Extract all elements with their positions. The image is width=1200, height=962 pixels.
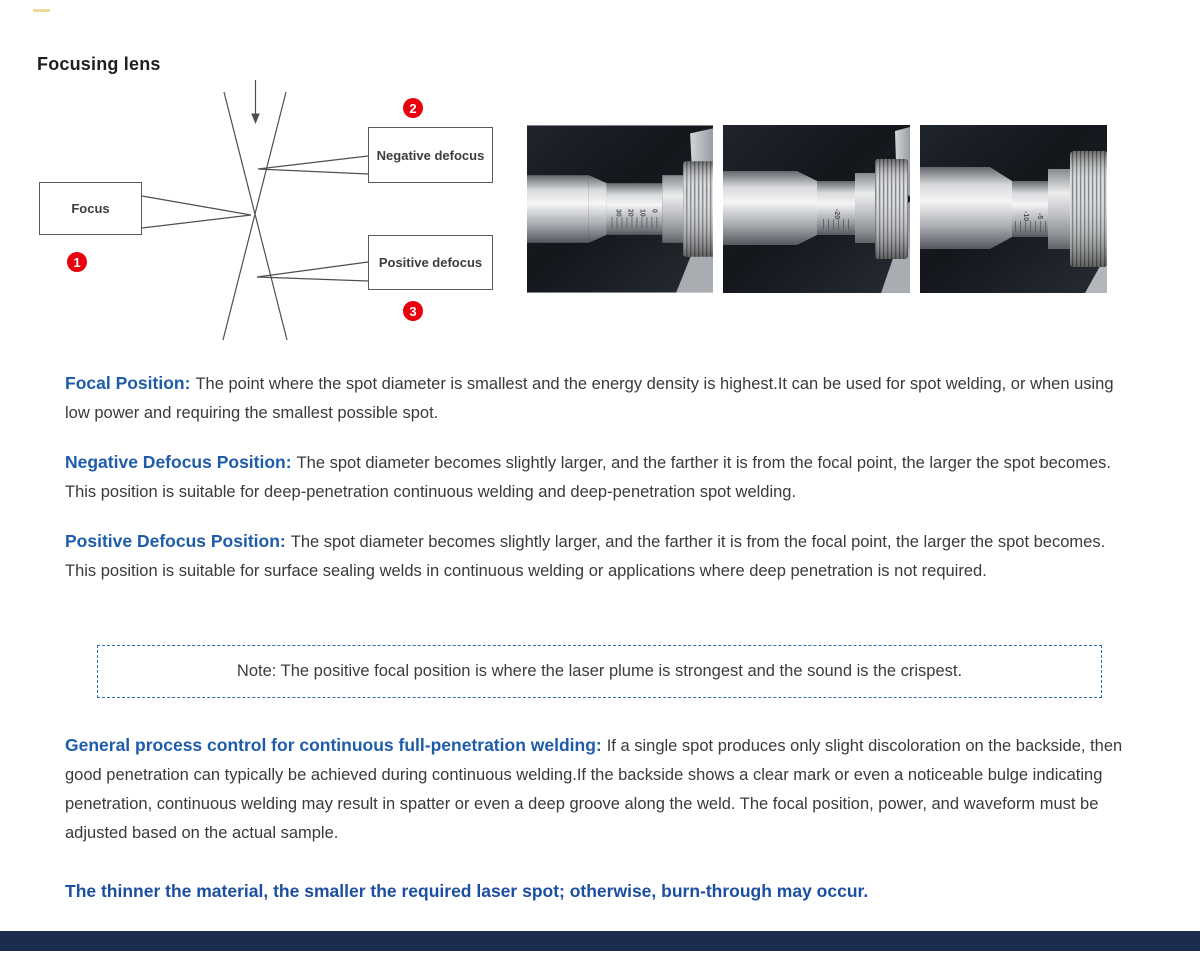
positive-callout-wedge: [257, 262, 368, 281]
positive-defocus-lead: Positive Defocus Position:: [65, 531, 286, 551]
page-title: Focusing lens: [37, 54, 161, 74]
lens-tube: [527, 175, 589, 243]
negative-defocus-label-box: [368, 127, 493, 183]
hex-nut: [662, 175, 685, 243]
focus-dial-photo-2: [723, 125, 910, 293]
positive-defocus-label-box: [368, 235, 493, 290]
marker-3-badge: 3: [403, 301, 423, 321]
scale-number: -20: [833, 209, 840, 220]
marker-1-badge: 1: [67, 252, 87, 272]
focus-label-box: [39, 182, 142, 235]
focal-position-body: The point where the spot diameter is smallest and the energy density is highest.It can be used for spot welding, or when using low power and requiring the smallest possible spot.: [65, 375, 1114, 422]
scale-ticks: [1014, 221, 1046, 232]
negative-defocus-body: The spot diameter becomes slightly larger, and the farther it is from the focal point, the larger the spot becomes. This position is suitable for deep-penetration continuous welding and deep-penetration spot welding.: [65, 454, 1111, 501]
tube-taper: [797, 171, 817, 245]
focus-dial-photo-3: [920, 125, 1107, 293]
arrow-down-icon: [251, 114, 260, 125]
focus-label: Focus: [71, 201, 110, 216]
positive-defocus-paragraph: [65, 527, 1140, 586]
lens-tube: [920, 167, 990, 249]
hex-nut: [1048, 169, 1072, 249]
negative-defocus-lead: Negative Defocus Position:: [65, 452, 292, 472]
scale-number: 30: [614, 209, 622, 217]
marker-2-badge: 2: [403, 98, 423, 118]
negative-callout-wedge: [258, 156, 368, 174]
positive-defocus-body: The spot diameter becomes slightly larger, and the farther it is from the focal point, the larger the spot becomes. This position is suitable for surface sealing welds in continuous welding or applications where deep penetration is not required.: [65, 533, 1106, 580]
hex-nut: [855, 173, 877, 243]
note-box: [97, 645, 1102, 698]
beam-line-right: [223, 92, 286, 340]
knob-shading: [875, 159, 908, 259]
focal-position-lead: Focal Position:: [65, 373, 191, 393]
scale-ticks: [819, 219, 853, 230]
negative-defocus-paragraph: [65, 448, 1140, 507]
footer-statement: The thinner the material, the smaller the required laser spot; otherwise, burn-through may occur.: [65, 881, 869, 901]
beam-line-left: [224, 92, 287, 340]
focus-dial-photo-1: [527, 125, 713, 293]
tube-taper: [990, 167, 1012, 249]
negative-defocus-label: Negative defocus: [376, 147, 485, 163]
process-control-lead: General process control for continuous full-penetration welding:: [65, 735, 602, 755]
focal-position-paragraph: [65, 369, 1140, 428]
scale-number: 0: [650, 209, 658, 213]
knob-shading: [1070, 151, 1107, 267]
scale-number: 20: [626, 209, 634, 217]
knob-shading: [683, 161, 713, 256]
lens-tube: [723, 171, 797, 245]
positive-defocus-label: Positive defocus: [378, 255, 483, 270]
process-control-body: If a single spot produces only slight discoloration on the backside, then good penetration can typically be achieved during continuous welding.If the backside shows a clear mark or even a noticeable bulge indicating penetration, continuous welding may result in spatter or even a deep groove along the weld. The focal position, power, and waveform must be adjusted based on the actual sample.: [65, 737, 1123, 842]
scale-ticks: [611, 217, 661, 228]
scale-number: -10: [1022, 211, 1029, 222]
focus-callout-wedge: [142, 196, 251, 228]
footer-bar: [0, 931, 1200, 951]
process-control-paragraph: [65, 731, 1140, 848]
scale-number: 10: [638, 209, 646, 217]
note-text: Note: The positive focal position is where the laser plume is strongest and the sound is the crispest.: [236, 662, 963, 680]
tube-taper: [589, 175, 607, 243]
scale-number: -5: [1036, 213, 1043, 220]
